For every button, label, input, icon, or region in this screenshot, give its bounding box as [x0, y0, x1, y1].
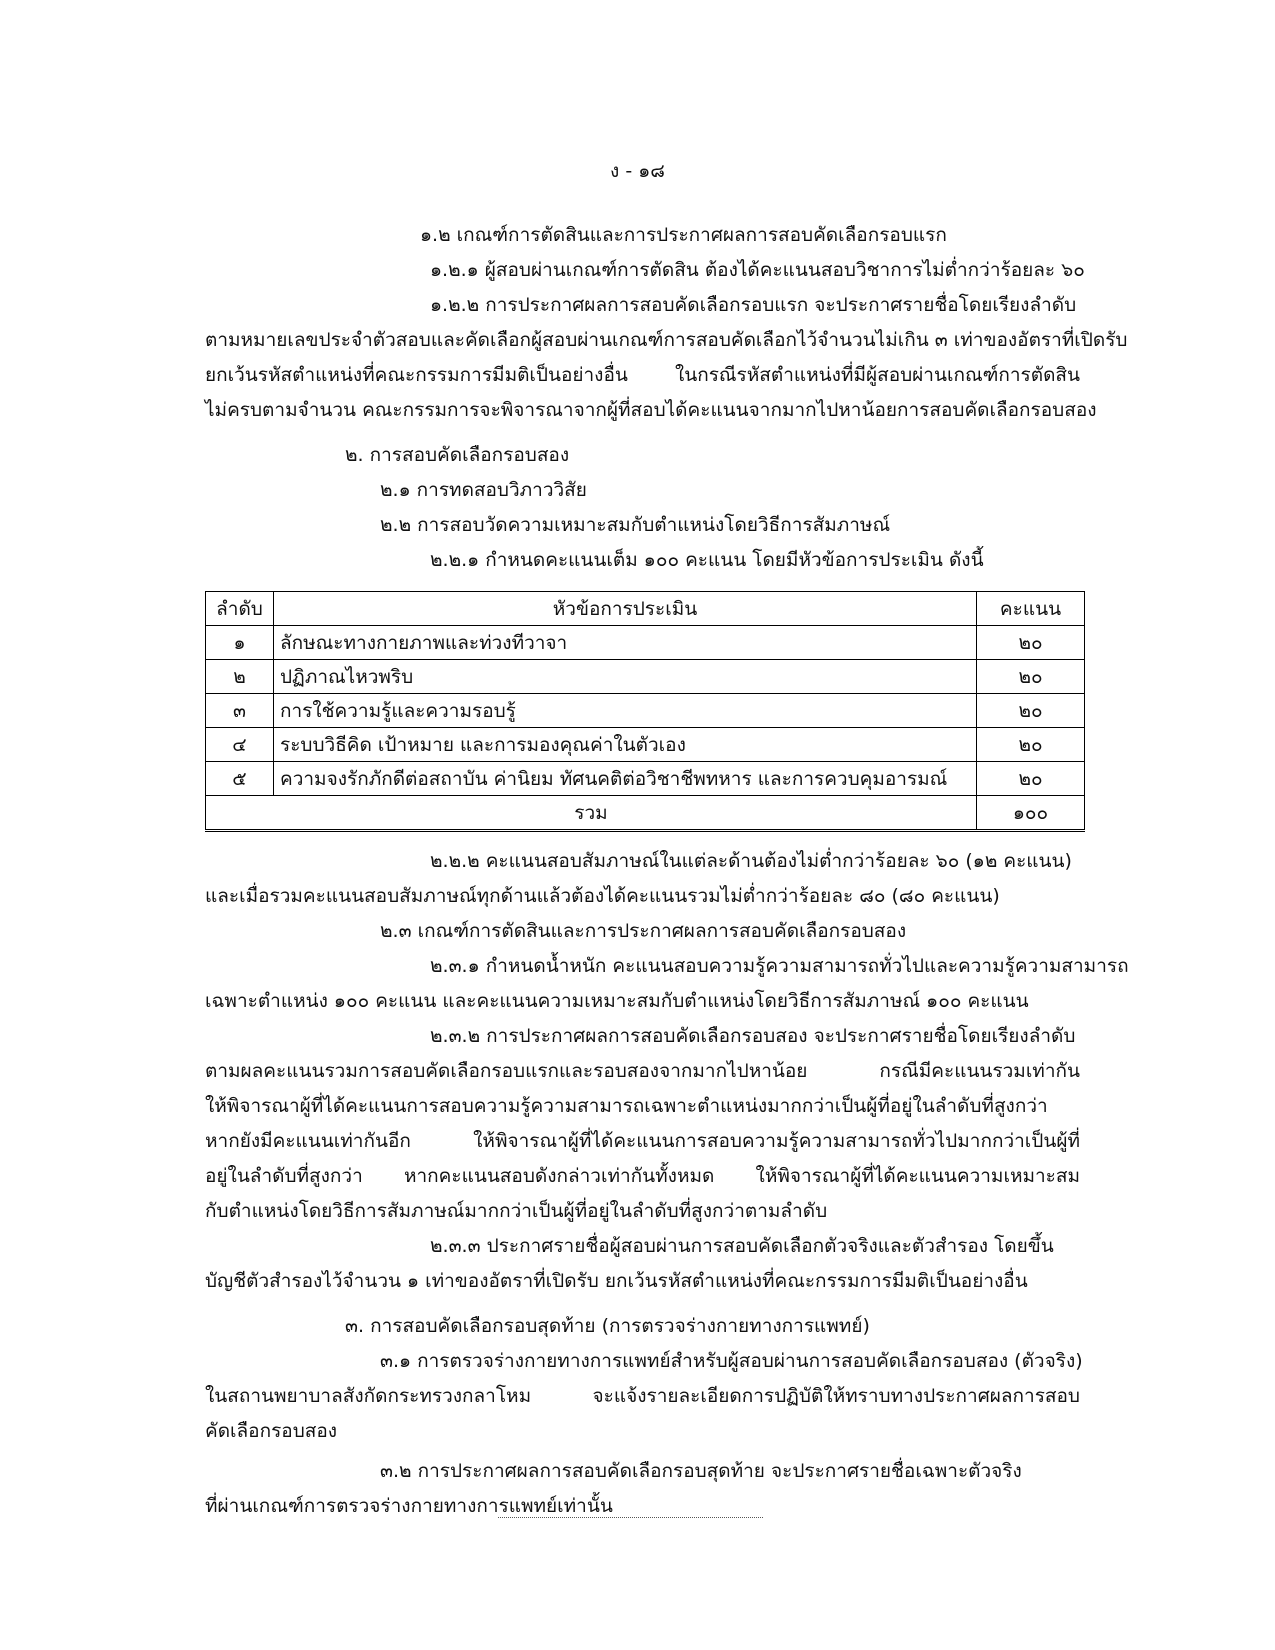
footer-divider: [498, 1517, 763, 1518]
section-3-2-line-2: ที่ผ่านเกณฑ์การตรวจร่างกายทางการแพทย์เท่านั้น: [205, 1495, 613, 1517]
section-2-3-2-line-2: ตามผลคะแนนรวมการสอบคัดเลือกรอบแรกและรอบสองจากมากไปหาน้อย กรณีมีคะแนนรวมเท่ากัน: [205, 1060, 1080, 1082]
section-3-2-line-1: ๓.๒ การประกาศผลการสอบคัดเลือกรอบสุดท้าย จะประกาศรายชื่อเฉพาะตัวจริง: [380, 1460, 1022, 1482]
section-2-3: ๒.๓ เกณฑ์การตัดสินและการประกาศผลการสอบคัดเลือกรอบสอง: [380, 920, 907, 942]
row-score: ๒๐: [977, 728, 1085, 762]
row-no: ๒: [206, 660, 274, 694]
section-2-3-1-line-2: เฉพาะตำแหน่ง ๑๐๐ คะแนน และคะแนนความเหมาะสมกับตำแหน่งโดยวิธีการสัมภาษณ์ ๑๐๐ คะแนน: [205, 990, 1029, 1012]
section-2-3-3-line-2: บัญชีตัวสำรองไว้จำนวน ๑ เท่าของอัตราที่เปิดรับ ยกเว้นรหัสตำแหน่งที่คณะกรรมการมีมติเป็นอย่างอื่น: [205, 1270, 1028, 1292]
header-topic: หัวข้อการประเมิน: [274, 592, 977, 626]
table-row: [206, 694, 1085, 728]
section-1-2-1: ๑.๒.๑ ผู้สอบผ่านเกณฑ์การตัดสิน ต้องได้คะแนนสอบวิชาการไม่ต่ำกว่าร้อยละ ๖๐: [430, 259, 1085, 281]
section-1-2-2-line-3: ยกเว้นรหัสตำแหน่งที่คณะกรรมการมีมติเป็นอย่างอื่น ในกรณีรหัสตำแหน่งที่มีผู้สอบผ่านเกณฑ์การตัดสิน: [205, 364, 1080, 386]
section-2-3-2-line-3: ให้พิจารณาผู้ที่ได้คะแนนการสอบความรู้ความสามารถเฉพาะตำแหน่งมากกว่าเป็นผู้ที่อยู่ในลำดับที่สูงกว่า: [205, 1095, 1048, 1117]
row-topic: การใช้ความรู้และความรอบรู้: [274, 694, 977, 728]
row-score: ๒๐: [977, 694, 1085, 728]
section-1-2-2-line-4: ไม่ครบตามจำนวน คณะกรรมการจะพิจารณาจากผู้ที่สอบได้คะแนนจากมากไปหาน้อยการสอบคัดเลือกรอบสอง: [205, 399, 1097, 421]
table-header-row: [206, 592, 1085, 626]
row-no: ๓: [206, 694, 274, 728]
section-2-2-2-line-1: ๒.๒.๒ คะแนนสอบสัมภาษณ์ในแต่ละด้านต้องไม่ต่ำกว่าร้อยละ ๖๐ (๑๒ คะแนน): [430, 850, 1072, 872]
row-topic: ลักษณะทางกายภาพและท่วงทีวาจา: [274, 626, 977, 660]
section-1-2-heading: ๑.๒ เกณฑ์การตัดสินและการประกาศผลการสอบคัดเลือกรอบแรก: [420, 224, 947, 246]
row-score: ๒๐: [977, 762, 1085, 796]
section-2-3-2-line-5: อยู่ในลำดับที่สูงกว่า หากคะแนนสอบดังกล่าวเท่ากันทั้งหมด ให้พิจารณาผู้ที่ได้คะแนนความเหมาะสม: [205, 1165, 1080, 1187]
row-score: ๒๐: [977, 660, 1085, 694]
section-2-3-3-line-1: ๒.๓.๓ ประกาศรายชื่อผู้สอบผ่านการสอบคัดเลือกตัวจริงและตัวสำรอง โดยขึ้น: [430, 1235, 1054, 1257]
section-1-2-2-line-2: ตามหมายเลขประจำตัวสอบและคัดเลือกผู้สอบผ่านเกณฑ์การสอบคัดเลือกไว้จำนวนไม่เกิน ๓ เท่าของอัตราที่เปิดรับ: [205, 329, 1128, 351]
table-row: [206, 626, 1085, 660]
row-score: ๒๐: [977, 626, 1085, 660]
section-3-heading: ๓. การสอบคัดเลือกรอบสุดท้าย (การตรวจร่างกายทางการแพทย์): [345, 1315, 870, 1337]
row-no: ๔: [206, 728, 274, 762]
section-3-1-line-2: ในสถานพยาบาลสังกัดกระทรวงกลาโหม จะแจ้งรายละเอียดการปฏิบัติให้ทราบทางประกาศผลการสอบ: [205, 1385, 1080, 1407]
section-2-heading: ๒. การสอบคัดเลือกรอบสอง: [345, 444, 570, 466]
section-2-3-1-line-1: ๒.๓.๑ กำหนดน้ำหนัก คะแนนสอบความรู้ความสามารถทั่วไปและความรู้ความสามารถ: [430, 955, 1129, 977]
table-row: [206, 660, 1085, 694]
section-2-2: ๒.๒ การสอบวัดความเหมาะสมกับตำแหน่งโดยวิธีการสัมภาษณ์: [380, 514, 891, 536]
section-2-3-2-line-4: หากยังมีคะแนนเท่ากันอีก ให้พิจารณาผู้ที่ได้คะแนนการสอบความรู้ความสามารถทั่วไปมากกว่าเป็นผู้ที่: [205, 1130, 1080, 1152]
section-3-1-line-3: คัดเลือกรอบสอง: [205, 1420, 338, 1442]
total-label: รวม: [206, 796, 977, 831]
header-score: คะแนน: [977, 592, 1085, 626]
section-2-2-2-line-2: และเมื่อรวมคะแนนสอบสัมภาษณ์ทุกด้านแล้วต้องได้คะแนนรวมไม่ต่ำกว่าร้อยละ ๘๐ (๘๐ คะแนน): [205, 885, 1000, 907]
table-total-row: [206, 796, 1085, 831]
row-no: ๕: [206, 762, 274, 796]
header-no: ลำดับ: [206, 592, 274, 626]
row-topic: ปฏิภาณไหวพริบ: [274, 660, 977, 694]
section-3-1-line-1: ๓.๑ การตรวจร่างกายทางการแพทย์สำหรับผู้สอบผ่านการสอบคัดเลือกรอบสอง (ตัวจริง): [380, 1350, 1083, 1372]
section-2-3-2-line-6: กับตำแหน่งโดยวิธีการสัมภาษณ์มากกว่าเป็นผู้ที่อยู่ในลำดับที่สูงกว่าตามลำดับ: [205, 1200, 828, 1222]
table-row: [206, 728, 1085, 762]
row-no: ๑: [206, 626, 274, 660]
section-1-2-2-line-1: ๑.๒.๒ การประกาศผลการสอบคัดเลือกรอบแรก จะประกาศรายชื่อโดยเรียงลำดับ: [430, 294, 1077, 316]
document-body: [205, 218, 1129, 1524]
table-row: [206, 762, 1085, 796]
section-2-1: ๒.๑ การทดสอบวิภาววิสัย: [380, 479, 587, 501]
row-topic: ความจงรักภักดีต่อสถาบัน ค่านิยม ทัศนคติต่อวิชาชีพทหาร และการควบคุมอารมณ์: [274, 762, 977, 796]
row-topic: ระบบวิธีคิด เป้าหมาย และการมองคุณค่าในตัวเอง: [274, 728, 977, 762]
page-number: ง - ๑๘: [610, 160, 665, 182]
section-2-2-1: ๒.๒.๑ กำหนดคะแนนเต็ม ๑๐๐ คะแนน โดยมีหัวข้อการประเมิน ดังนี้: [430, 549, 984, 571]
total-score: ๑๐๐: [977, 796, 1085, 831]
evaluation-table: [205, 591, 1085, 832]
section-2-3-2-line-1: ๒.๓.๒ การประกาศผลการสอบคัดเลือกรอบสอง จะประกาศรายชื่อโดยเรียงลำดับ: [430, 1025, 1076, 1047]
